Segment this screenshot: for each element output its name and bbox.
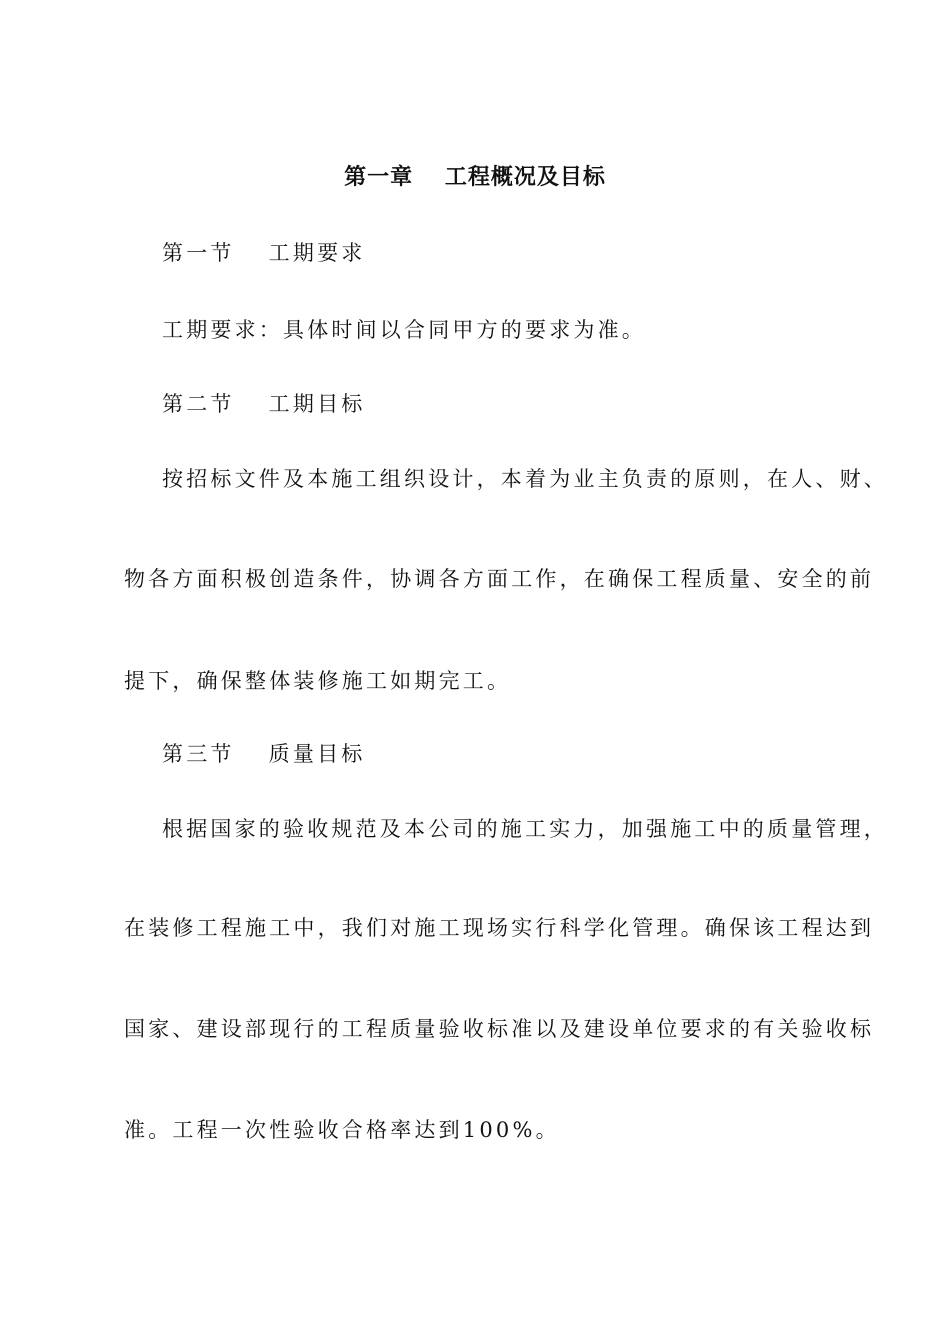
section-2-line-2: 物各方面积极创造条件，协调各方面工作，在确保工程质量、安全的前: [124, 567, 875, 591]
section-1-line-1: 工期要求：具体时间以合同甲方的要求为准。: [162, 318, 646, 342]
section-2-line-3: 提下，确保整体装修施工如期完工。: [124, 669, 512, 693]
section-2-line-1: 按招标文件及本施工组织设计，本着为业主负责的原则，在人、财、: [162, 467, 888, 491]
section-2-heading: 第二节 工期目标: [162, 392, 366, 416]
section-3-line-2: 在装修工程施工中，我们对施工现场实行科学化管理。确保该工程达到: [124, 916, 875, 940]
section-3-line-4: 准。工程一次性验收合格率达到100%。: [124, 1118, 560, 1142]
section-3-heading: 第三节 质量目标: [162, 742, 366, 766]
section-1-heading: 第一节 工期要求: [162, 241, 366, 265]
chapter-title: 第一章 工程概况及目标: [344, 164, 606, 190]
section-3-line-3: 国家、建设部现行的工程质量验收标准以及建设单位要求的有关验收标: [124, 1017, 875, 1041]
section-3-line-1: 根据国家的验收规范及本公司的施工实力，加强施工中的质量管理，: [162, 817, 888, 841]
